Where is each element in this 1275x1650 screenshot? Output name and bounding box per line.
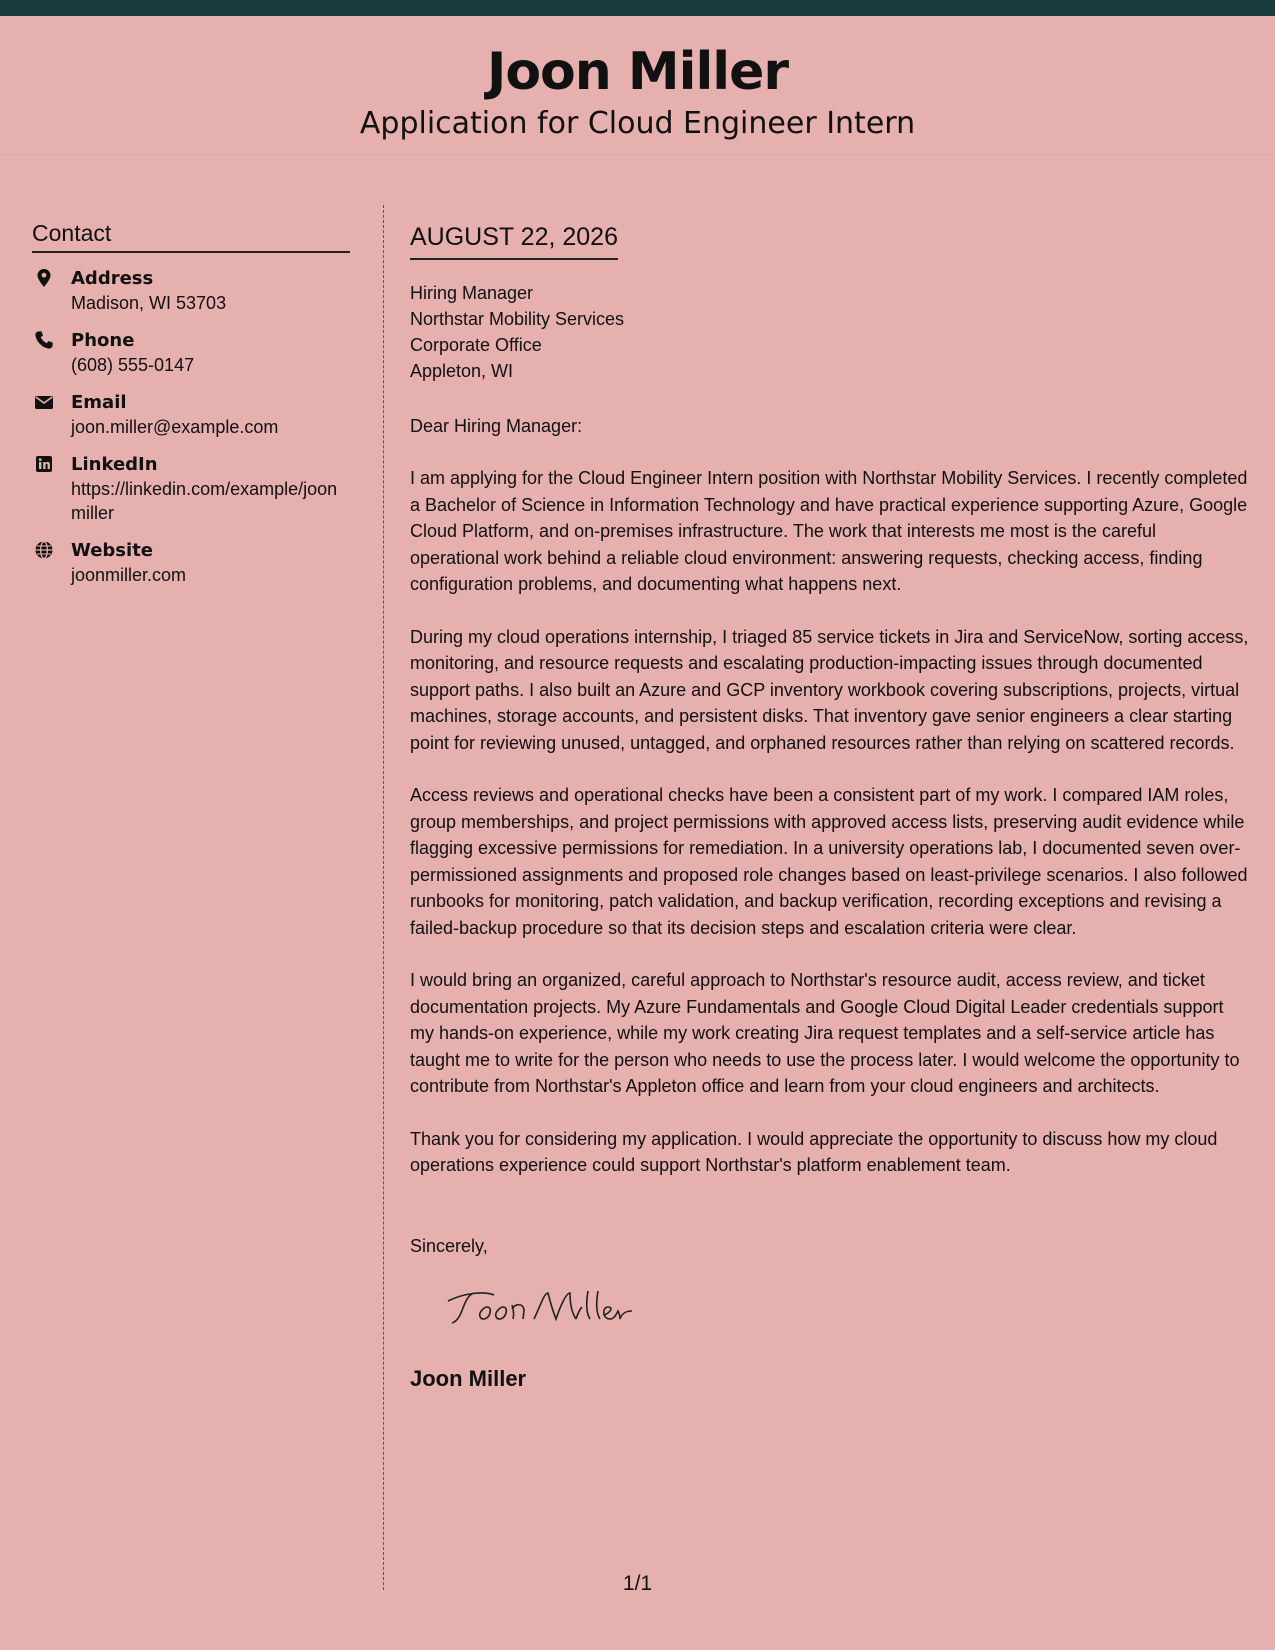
body-paragraph: Thank you for considering my application. I would appreciate the opportunity to discuss how my cloud operations experience could support Northstar's platform enablement team. — [410, 1128, 1218, 1175]
recipient-line: Appleton, WI — [410, 361, 514, 381]
body-paragraph: I would bring an organized, careful approach to Northstar's resource audit, access review, and ticket documentation projects. My Azure Fundamentals and Google Cloud Digital Leader credentials support my hands-on experience, while my work creating Jira request templates and a self-service article has taught me to write for the person who needs to use the process later. I would welcome the opportunity to contribute from Northstar's Appleton office and learn from your cloud engineers and architects. — [410, 970, 1240, 1096]
application-subtitle: Application for Cloud Engineer Intern — [359, 106, 916, 141]
recipient-line: Corporate Office — [410, 335, 542, 355]
contact-heading: Contact — [32, 220, 350, 253]
contact-label: LinkedIn — [71, 454, 158, 475]
contact-item-phone — [32, 329, 352, 377]
recipient-block — [410, 280, 1250, 384]
letter-date: AUGUST 22, 2026 — [410, 222, 618, 260]
contact-item-website — [32, 539, 352, 587]
closing: Sincerely, — [410, 1235, 488, 1256]
contact-value: Madison, WI 53703 — [71, 293, 227, 313]
contact-sidebar — [32, 220, 352, 587]
contact-value: (608) 555-0147 — [71, 355, 195, 375]
contact-value: joon.miller@example.com — [71, 417, 279, 437]
contact-item-email — [32, 391, 352, 439]
linkedin-icon — [34, 454, 54, 474]
envelope-icon — [34, 392, 54, 412]
globe-icon — [34, 540, 54, 560]
page-number: 1/1 — [622, 1572, 653, 1595]
letter-header — [0, 16, 1275, 154]
contact-value: https://linkedin.com/example/joonmiller — [71, 479, 338, 523]
contact-label: Phone — [71, 330, 135, 351]
contact-label: Email — [71, 392, 127, 413]
body-paragraph: I am applying for the Cloud Engineer Intern position with Northstar Mobility Services. I recently completed a Bachelor of Science in Information Technology and have practical experience supporting Azure, Google Cloud Platform, and on-premises infrastructure. The work that interests me most is the careful operational work behind a reliable cloud environment: answering requests, checking access, finding configuration problems, and documenting what happens next. — [410, 468, 1248, 594]
column-divider — [383, 205, 384, 1590]
salutation: Dear Hiring Manager: — [410, 416, 583, 436]
recipient-line: Northstar Mobility Services — [410, 309, 625, 329]
contact-value: joonmiller.com — [71, 565, 187, 585]
letter-body — [410, 222, 1250, 1392]
phone-icon — [34, 330, 54, 350]
contact-label: Address — [71, 268, 154, 289]
body-paragraph: Access reviews and operational checks have been a consistent part of my work. I compared IAM roles, group memberships, and project permissions with approved access lists, preserving audit evidence while flagging excessive permissions for remediation. In a university operations lab, I documented seven over-permissioned assignments and proposed role changes based on least-privilege scenarios. I also followed runbooks for monitoring, patch validation, and backup verification, recording exceptions and revising a failed-backup procedure so that its decision steps and escalation criteria were clear. — [410, 785, 1248, 938]
applicant-name: Joon Miller — [486, 42, 789, 102]
body-paragraph: During my cloud operations internship, I triaged 85 service tickets in Jira and ServiceNow, sorting access, monitoring, and resource requests and escalating production-impacting issues through documented support paths. I also built an Azure and GCP inventory workbook covering subscriptions, projects, virtual machines, storage accounts, and persistent disks. That inventory gave senior engineers a clear starting point for reviewing unused, untagged, and orphaned resources rather than relying on scattered records. — [410, 626, 1249, 753]
top-accent-bar — [0, 0, 1275, 16]
handwritten-signature — [444, 1279, 644, 1339]
contact-item-linkedin — [32, 453, 352, 525]
recipient-line: Hiring Manager — [410, 283, 534, 303]
header-divider — [0, 154, 1275, 155]
signer-name: Joon Miller — [410, 1365, 527, 1391]
contact-item-address — [32, 267, 352, 315]
contact-label: Website — [71, 540, 154, 561]
map-pin-icon — [34, 268, 54, 288]
